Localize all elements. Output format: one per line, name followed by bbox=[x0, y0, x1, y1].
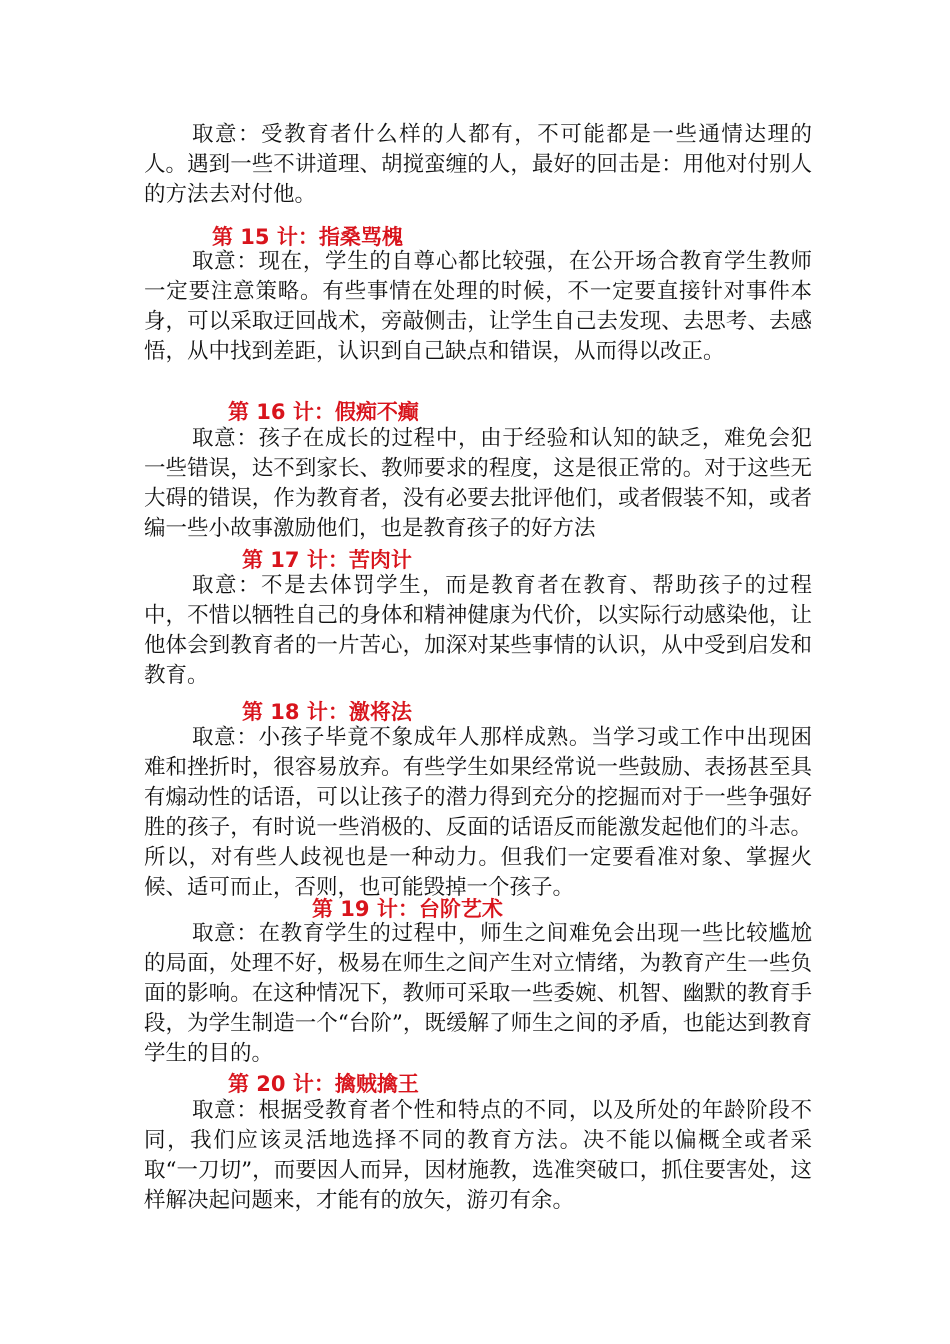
section-heading-16: 第 16 计：假痴不癫 bbox=[228, 400, 419, 424]
section-body-15: 取意：现在，学生的自尊心都比较强，在公开场合教育学生教师一定要注意策略。有些事情在处理的时候，不一定要直接针对事件本身，可以采取迂回战术，旁敲侧击，让学生自己去发现、去思考、去感悟，从中找到差距，认识到自己缺点和错误，从而得以改正。 bbox=[144, 249, 812, 364]
section-body-20: 取意：根据受教育者个性和特点的不同，以及所处的年龄阶段不同，我们应该灵活地选择不同的教育方法。决不能以偏概全或者采取“一刀切”，而要因人而异，因材施教，选准突破口，抓住要害处，这样解决起问题来，才能有的放矢，游刃有余。 bbox=[144, 1098, 812, 1213]
section-heading-20: 第 20 计：擒贼擒王 bbox=[228, 1072, 419, 1096]
section-heading-19: 第 19 计：台阶艺术 bbox=[312, 897, 503, 921]
section-body-18: 取意：小孩子毕竟不象成年人那样成熟。当学习或工作中出现困难和挫折时，很容易放弃。有些学生如果经常说一些鼓励、表扬甚至具有煽动性的话语，可以让孩子的潜力得到充分的挖掘而对于一些争强好胜的孩子，有时说一些消极的、反面的话语反而能激发起他们的斗志。所以，对有些人歧视也是一种动力。但我们一定要看准对象、掌握火候、适可而止，否则，也可能毁掉一个孩子。 bbox=[144, 725, 812, 900]
section-body-17: 取意：不是去体罚学生，而是教育者在教育、帮助孩子的过程中，不惜以牺牲自己的身体和精神健康为代价，以实际行动感染他，让他体会到教育者的一片苦心，加深对某些事情的认识，从中受到启发和教育。 bbox=[144, 573, 812, 688]
section-heading-15: 第 15 计：指桑骂槐 bbox=[212, 225, 403, 249]
section-body-16: 取意：孩子在成长的过程中，由于经验和认知的缺乏，难免会犯一些错误，达不到家长、教师要求的程度，这是很正常的。对于这些无大碍的错误，作为教育者，没有必要去批评他们，或者假装不知，或者编一些小故事激励他们，也是教育孩子的好方法 bbox=[144, 426, 812, 541]
section-heading-18: 第 18 计：激将法 bbox=[242, 700, 412, 724]
section-heading-17: 第 17 计：苦肉计 bbox=[242, 548, 412, 572]
section-body-19: 取意：在教育学生的过程中，师生之间难免会出现一些比较尴尬的局面，处理不好，极易在师生之间产生对立情绪，为教育产生一些负面的影响。在这种情况下，教师可采取一些委婉、机智、幽默的教育手段，为学生制造一个“台阶”，既缓解了师生之间的矛盾，也能达到教育学生的目的。 bbox=[144, 921, 812, 1066]
intro-paragraph: 取意：受教育者什么样的人都有，不可能都是一些通情达理的人。遇到一些不讲道理、胡搅蛮缠的人，最好的回击是：用他对付别人的方法去对付他。 bbox=[144, 122, 812, 207]
